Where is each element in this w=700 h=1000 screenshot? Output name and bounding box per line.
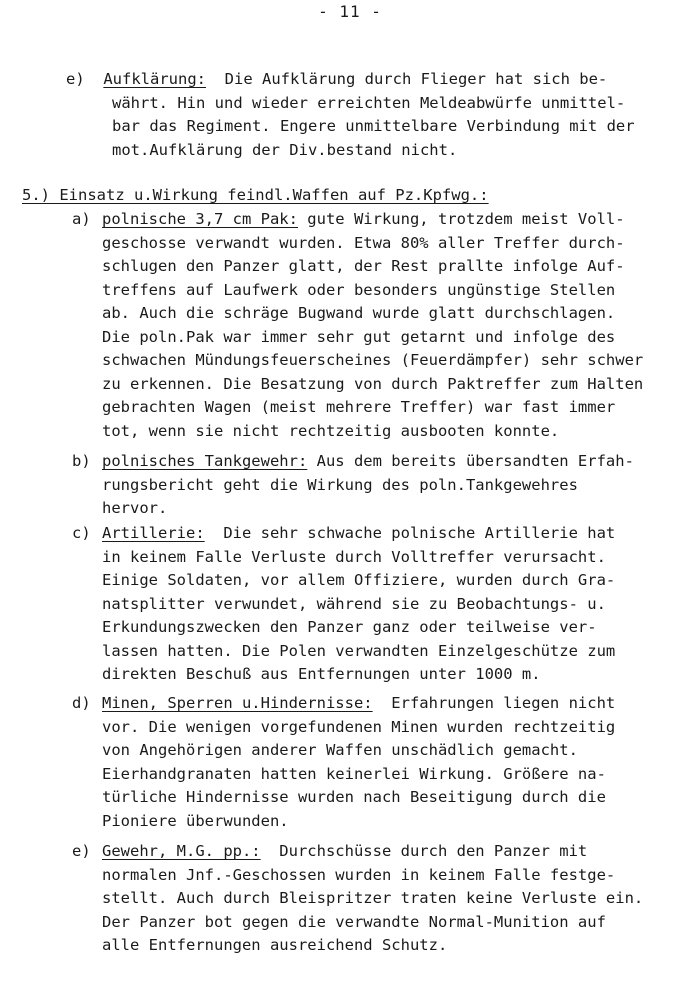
text-line: ab. Auch die schräge Bugwand wurde glatt durchschlagen. — [102, 304, 616, 322]
section-e-first-line — [66, 68, 635, 92]
item-text: Erfahrungen liegen nicht — [372, 694, 616, 712]
text-line: hervor. — [102, 499, 168, 517]
item-heading: Aufklärung: — [103, 70, 206, 88]
text-line: Pioniere überwunden. — [102, 811, 289, 830]
item-text: Aus dem bereits übersandten Erfah- — [307, 452, 634, 470]
section-e-aufklaerung — [66, 68, 635, 162]
subsection-b — [72, 450, 634, 521]
text-line: schlugen den Panzer glatt, der Rest prallte infolge Auf- — [102, 257, 625, 275]
text-line: Eierhandgranaten hatten keinerlei Wirkung. Größere na- — [102, 764, 606, 783]
text-line: lassen hatten. Die Polen verwandten Einzelgeschütze zum — [102, 641, 616, 660]
item-marker: a) — [72, 210, 91, 228]
text-line: tot, wenn sie nicht rechtzeitig ausbooten konnte. — [102, 421, 560, 440]
text-line: normalen Jnf.-Geschossen wurden in keinem Falle festge- — [102, 865, 616, 884]
text-line: türliche Hindernisse wurden nach Beseitigung durch die — [102, 788, 606, 806]
text-line: währt. Hin und wieder erreichten Meldeabwürfe unmittel- — [112, 93, 626, 112]
item-marker: d) — [72, 694, 91, 712]
text-line: vor. Die wenigen vorgefundenen Minen wurden rechtzeitig — [102, 717, 616, 736]
item-marker: e) — [66, 70, 85, 88]
subsection-d — [72, 692, 615, 833]
section-5-heading: 5.) Einsatz u.Wirkung feindl.Waffen auf Pz.Kpfwg.: — [22, 186, 489, 204]
text-line: zu erkennen. Die Besatzung von durch Paktreffer zum Halten — [102, 374, 644, 393]
text-line: treffens auf Laufwerk oder besonders ungünstige Stellen — [102, 280, 616, 299]
item-text: gute Wirkung, trotzdem meist Voll- — [297, 210, 625, 228]
item-heading: polnische 3,7 cm Pak: — [102, 210, 298, 228]
text-line: Einige Soldaten, vor allem Offiziere, wurden durch Gra- — [102, 571, 616, 589]
item-heading: Artillerie: — [102, 524, 205, 542]
item-text: Die sehr schwache polnische Artillerie hat — [204, 524, 616, 542]
text-line: natsplitter verwundet, während sie zu Beobachtungs- u. — [102, 594, 606, 613]
item-marker: c) — [72, 524, 91, 542]
page-number: - 11 - — [318, 2, 382, 21]
text-line: direkten Beschuß aus Entfernungen unter 1000 m. — [102, 665, 541, 683]
text-line: Die poln.Pak war immer sehr gut getarnt und infolge des — [102, 327, 616, 346]
subsection-e — [72, 840, 643, 958]
subsection-a — [72, 208, 643, 443]
text-line: Der Panzer bot gegen die verwandte Normal-Munition auf — [102, 912, 606, 931]
item-marker: e) — [72, 842, 91, 860]
item-text: Die Aufklärung durch Flieger hat sich be- — [206, 70, 608, 88]
item-marker: b) — [72, 452, 91, 470]
text-line: rungsbericht geht die Wirkung des poln.Tankgewehres — [102, 475, 578, 494]
text-line: stellt. Auch durch Bleispritzer traten keine Verluste ein. — [102, 889, 644, 907]
text-line: geschosse verwandt wurden. Etwa 80% aller Treffer durch- — [102, 233, 625, 252]
item-heading: polnisches Tankgewehr: — [102, 452, 308, 470]
item-heading: Minen, Sperren u.Hindernisse: — [102, 694, 373, 712]
text-line: in keinem Falle Verluste durch Volltreffer verursacht. — [102, 547, 606, 566]
subsection-c — [72, 522, 615, 687]
text-line: von Angehörigen anderer Waffen unschädlich gemacht. — [102, 741, 578, 759]
text-line: Erkundungszwecken den Panzer ganz oder teilweise ver- — [102, 618, 597, 636]
text-line: mot.Aufklärung der Div.bestand nicht. — [112, 140, 458, 159]
text-line: alle Entfernungen ausreichend Schutz. — [102, 936, 448, 954]
text-line: schwachen Mündungsfeuerscheines (Feuerdämpfer) sehr schwer — [102, 351, 644, 369]
item-heading: Gewehr, M.G. pp.: — [102, 842, 261, 860]
text-line: gebrachten Wagen (meist mehrere Treffer) war fast immer — [102, 398, 616, 416]
item-text: Durchschüsse durch den Panzer mit — [260, 842, 588, 860]
text-line: bar das Regiment. Engere unmittelbare Verbindung mit der — [112, 117, 635, 135]
